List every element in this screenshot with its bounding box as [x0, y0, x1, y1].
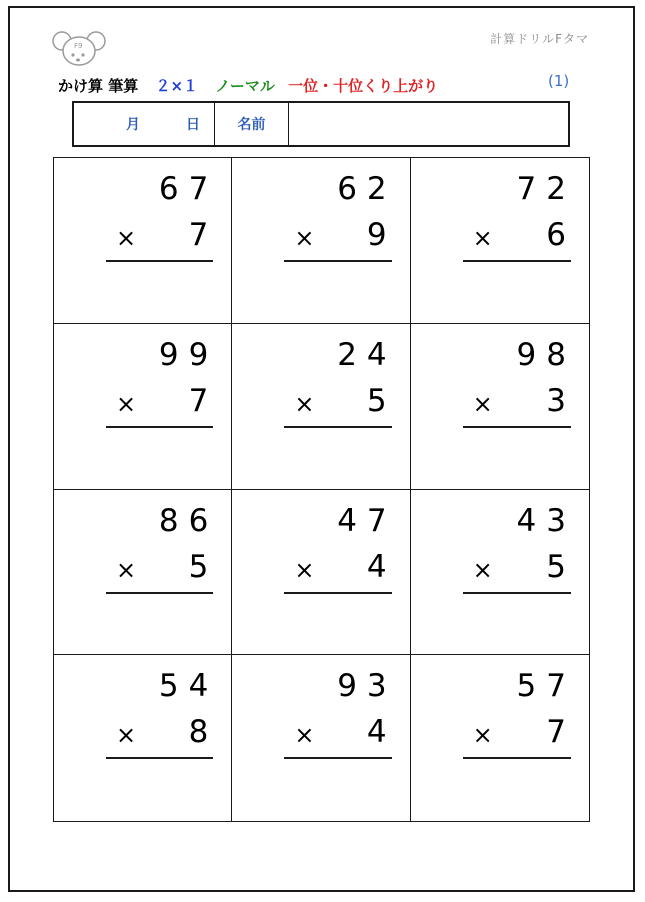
multiplicand: 62 — [337, 171, 397, 207]
multiplicand: 93 — [337, 668, 397, 705]
multiplier: 5 — [366, 382, 387, 419]
times-sign: × — [472, 555, 493, 584]
answer-line — [284, 592, 391, 594]
multiplier: 7 — [188, 382, 209, 419]
title-mode: ノーマル — [215, 77, 275, 95]
answer-line — [284, 757, 391, 759]
answer-line — [463, 757, 571, 759]
multiplicand: 98 — [516, 336, 576, 373]
multiplier: 6 — [546, 217, 566, 253]
times-sign: × — [116, 555, 137, 584]
multiplicand: 47 — [337, 502, 397, 539]
times-sign: × — [116, 224, 137, 252]
times-sign: × — [294, 721, 315, 750]
problem-cell[interactable] — [54, 324, 232, 490]
title-digits: ２×１ — [155, 77, 199, 95]
answer-line — [106, 592, 213, 594]
multiplicand: 99 — [158, 336, 219, 373]
times-sign: × — [472, 721, 493, 750]
multiplicand: 86 — [158, 502, 219, 539]
answer-line — [463, 426, 571, 428]
times-sign: × — [294, 555, 315, 584]
multiplier: 9 — [366, 217, 387, 253]
multiplier: 7 — [546, 714, 566, 751]
sheet-number: (1) — [548, 72, 570, 90]
problem-cell[interactable] — [54, 158, 232, 324]
problem-grid — [53, 157, 590, 822]
worksheet-title — [58, 75, 440, 96]
answer-line — [106, 757, 213, 759]
multiplier: 4 — [366, 714, 387, 751]
times-sign: × — [472, 224, 493, 252]
name-field[interactable] — [289, 103, 568, 145]
times-sign: × — [116, 389, 137, 418]
times-sign: × — [294, 224, 315, 252]
answer-line — [106, 260, 213, 262]
answer-line — [284, 260, 391, 262]
multiplicand: 43 — [516, 502, 576, 539]
problem-cell[interactable] — [411, 490, 589, 656]
logo-text: F9 — [74, 42, 83, 50]
multiplicand: 72 — [516, 171, 576, 207]
mouse-face-icon — [52, 28, 106, 68]
problem-cell[interactable] — [232, 324, 410, 490]
multiplier: 5 — [188, 548, 209, 585]
problem-cell[interactable] — [232, 158, 410, 324]
problem-cell[interactable] — [232, 490, 410, 656]
answer-line — [463, 592, 571, 594]
month-label: 月 — [126, 117, 140, 133]
multiplier: 4 — [366, 548, 387, 585]
title-carry: 一位・十位くり上がり — [288, 77, 439, 95]
times-sign: × — [116, 721, 137, 750]
problem-cell[interactable] — [411, 158, 589, 324]
problem-cell[interactable] — [54, 490, 232, 656]
day-label: 日 — [186, 117, 200, 133]
multiplier: 8 — [188, 714, 209, 751]
multiplier: 7 — [188, 217, 209, 253]
problem-cell[interactable] — [54, 655, 232, 821]
times-sign: × — [294, 389, 315, 418]
answer-line — [284, 426, 391, 428]
times-sign: × — [472, 389, 493, 418]
date-field[interactable] — [74, 103, 215, 145]
multiplicand: 24 — [337, 336, 397, 373]
name-date-box — [72, 101, 570, 147]
multiplicand: 67 — [158, 171, 219, 207]
problem-cell[interactable] — [411, 655, 589, 821]
name-label: 名前 — [215, 103, 289, 145]
problem-cell[interactable] — [411, 324, 589, 490]
multiplicand: 54 — [158, 668, 219, 705]
multiplier: 3 — [546, 382, 566, 419]
multiplier: 5 — [546, 548, 566, 585]
title-operation: かけ算 筆算 — [58, 77, 139, 95]
problem-cell[interactable] — [232, 655, 410, 821]
multiplicand: 57 — [516, 668, 576, 705]
answer-line — [463, 260, 571, 262]
brand-label: 計算ドリルFタマ — [490, 32, 589, 46]
answer-line — [106, 426, 213, 428]
